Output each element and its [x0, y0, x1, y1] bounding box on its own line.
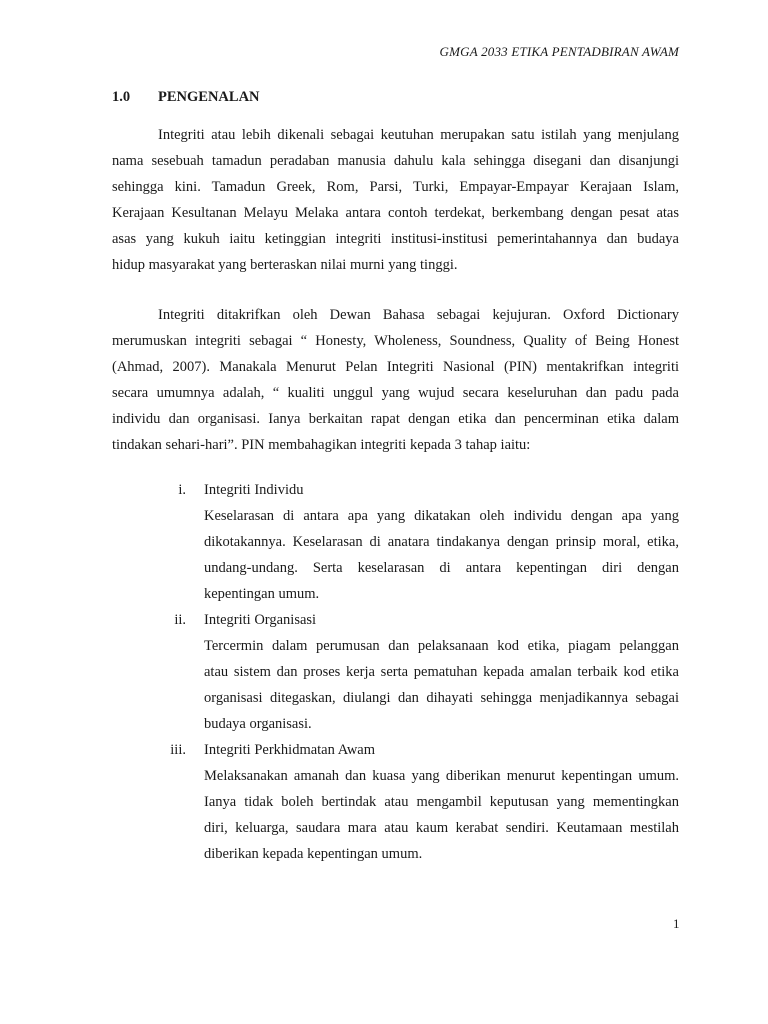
paragraph-line: merumuskan integriti sebagai “ Honesty, Wholeness, Soundness, Quality of Being Honest — [112, 333, 679, 349]
list-numeral: i. — [178, 482, 186, 498]
list-numeral: iii. — [170, 742, 186, 758]
list-item-line: atau sistem dan proses kerja serta pematuhan kepada amalan terbaik kod etika — [204, 664, 679, 680]
list-item-line: Ianya tidak boleh bertindak atau mengambil keputusan yang mementingkan — [204, 794, 679, 810]
list-item-public-service — [112, 737, 679, 867]
paragraph-line: Kerajaan Kesultanan Melayu Melaka antara contoh terdekat, berkembang dengan pesat atas — [112, 205, 679, 221]
list-item-line: Keselarasan di antara apa yang dikatakan oleh individu dengan apa yang — [204, 508, 679, 524]
list-item-line: diberikan kepada kepentingan umum. — [204, 846, 423, 862]
list-item-line: kepentingan umum. — [204, 586, 320, 602]
list-item-line: organisasi ditegaskan, diulangi dan dihayati sehingga menjadikannya sebagai — [204, 690, 679, 706]
list-item-title: Integriti Individu — [204, 482, 304, 498]
paragraph-line: tindakan sehari-hari”. PIN membahagikan integriti kepada 3 tahap iaitu: — [112, 437, 531, 453]
paragraph-definition — [112, 302, 679, 458]
list-item-individual — [112, 477, 679, 607]
paragraph-line: Integriti atau lebih dikenali sebagai keutuhan merupakan satu istilah yang menjulang — [158, 127, 679, 143]
paragraph-introduction — [112, 122, 679, 278]
running-header: GMGA 2033 ETIKA PENTADBIRAN AWAM — [439, 44, 679, 59]
paragraph-line: nama sesebuah tamadun peradaban manusia dahulu kala sehingga disegani dan disanjungi — [112, 153, 679, 169]
paragraph-line: sehingga kini. Tamadun Greek, Rom, Parsi, Turki, Empayar-Empayar Kerajaan Islam, — [112, 179, 679, 195]
list-numeral: ii. — [174, 612, 186, 628]
list-item-line: diri, keluarga, saudara mara atau kaum kerabat sendiri. Keutamaan mestilah — [204, 820, 679, 836]
section-number: 1.0 — [112, 89, 131, 105]
section-title: PENGENALAN — [158, 89, 260, 105]
page-number: 1 — [673, 916, 680, 931]
list-item-organisation — [112, 607, 679, 737]
list-item-line: Tercermin dalam perumusan dan pelaksanaan kod etika, piagam pelanggan — [204, 638, 679, 654]
list-item-body — [204, 633, 679, 737]
list-item-title: Integriti Perkhidmatan Awam — [204, 742, 376, 758]
list-item-line: undang-undang. Serta keselarasan di antara kepentingan diri dengan — [204, 560, 679, 576]
list-item-line: budaya organisasi. — [204, 716, 312, 732]
list-item-line: Melaksanakan amanah dan kuasa yang diberikan menurut kepentingan umum. — [204, 768, 679, 784]
paragraph-line: hidup masyarakat yang berteraskan nilai murni yang tinggi. — [112, 257, 458, 273]
paragraph-line: individu dan organisasi. Ianya berkaitan rapat dengan etika dan pencerminan etika dalam — [112, 411, 679, 427]
integrity-levels-list — [112, 477, 679, 867]
list-item-body — [204, 763, 679, 867]
section-heading — [112, 89, 260, 106]
list-item-body — [204, 503, 679, 607]
paragraph-line: asas yang kukuh iaitu ketinggian integriti institusi-institusi pemerintahannya dan budaya — [112, 231, 679, 247]
paragraph-line: Integriti ditakrifkan oleh Dewan Bahasa sebagai kejujuran. Oxford Dictionary — [158, 307, 679, 323]
paragraph-line: (Ahmad, 2007). Manakala Menurut Pelan Integriti Nasional (PIN) mentakrifkan integriti — [112, 359, 679, 375]
list-item-line: dikotakannya. Keselarasan di anatara tindakanya dengan prinsip moral, etika, — [204, 534, 679, 550]
paragraph-line: secara umumnya adalah, “ kualiti unggul yang wujud secara keseluruhan dan padu pada — [112, 385, 679, 401]
list-item-title: Integriti Organisasi — [204, 612, 317, 628]
